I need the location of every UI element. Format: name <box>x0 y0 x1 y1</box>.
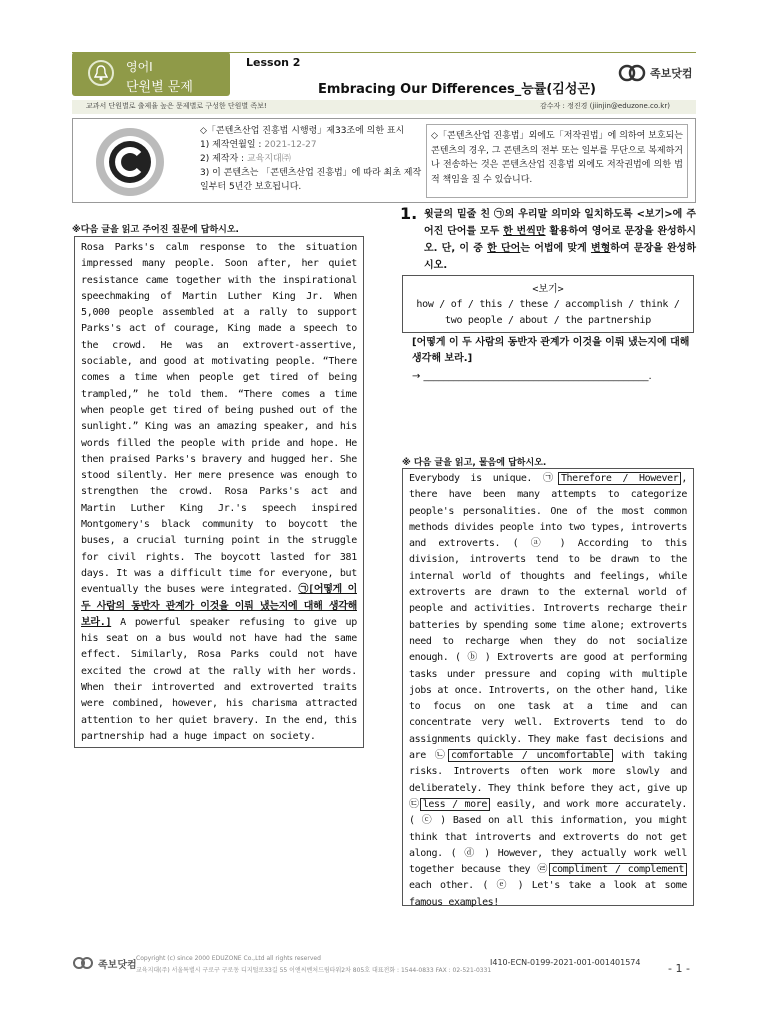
passage2-text: Everybody is unique. ㉠ Therefore / However , there have been many attempts to categorize people's personalities. One of the most common methods divides people into two types, introverts and extroverts. ( ⓐ ) According to this division, introverts tend to be drawn to the internal world of thoughts and feelings, while extroverts are drawn to the external world of people and activities. Introverts recharge their batteries by spending some time alone; extroverts need to recharge when they do not socialize enough. ( ⓑ ) Extroverts are good at performing tasks under pressure and coping with multiple jobs at once. Introverts, on the other hand, like to focus on one task at a time and can concentrate very well. Extroverts tend to do assignments quickly. They make fast decisions and are ㉡ comfortable / uncomfortable with taking risks. Introverts often work more slowly and deliberately. They think before they act, give up ㉢ less / more easily, and work more accurately. ( ⓒ ) Based on all this information, you might think that introverts and extroverts do not get along. ( ⓓ ) However, they actually work well together because they ㉣ compliment / complement each other. ( ⓔ ) Let's take a look at some famous examples! <box>402 468 694 906</box>
word-bank-box <box>402 275 694 333</box>
brand-logo-text: 족보닷컴 <box>650 67 693 80</box>
brand-logo <box>618 62 693 84</box>
document-code: I410-ECN-0199-2021-001-001401574 <box>490 958 641 967</box>
passage2-instruction: ※ 다음 글을 읽고, 물음에 답하시오. <box>402 458 547 468</box>
answer-line[interactable]: → _____________________________________________. <box>412 371 652 382</box>
brand-logo-icon <box>618 62 646 84</box>
copyright-notice <box>200 124 424 194</box>
copyright-line-3: 2) 제작자 : 교육지대㈜ <box>200 154 291 164</box>
footer-address: 교육지대(주) 서울특별시 구로구 구로동 디지털로33길 55 이앤씨벤처드림타워2차 805호 대표전화 : 1544-0833 FAX : 02-521-0331 <box>136 967 492 974</box>
reviewer: 감수자 : 정진경 (jiinjin@eduzone.co.kr) <box>540 102 670 110</box>
copyright-warning: ◇「콘텐츠산업 진흥법」외에도「저작권법」에 의하여 보호되는 콘텐츠의 경우, 그 콘텐츠의 전부 또는 일부를 무단으로 복제하거나 전송하는 것은 콘텐츠산업 진흥법 외에도 저작권법에 의한 법적 책임을 질 수 있습니다. <box>426 124 688 198</box>
question-number: 1. <box>400 204 418 223</box>
underlined-target: ㉠[어떻게 이 두 사람의 동반자 관계가 이것을 이뤄 냈는지에 대해 생각해 보라.] <box>81 584 357 628</box>
lesson-label: Lesson 2 <box>246 56 301 69</box>
question-text: 윗글의 밑줄 친 ㉠의 우리말 의미와 일치하도록 <보기>에 주어진 단어를 모두 한 번씩만 활용하여 영어로 문장을 완성하시오. 단, 이 중 한 단어는 어법에 맞게 변형하여 문장을 완성하시오. <box>424 209 696 271</box>
footer-logo-icon <box>72 955 94 971</box>
copyright-line-1: ◇「콘텐츠산업 진흥법 시행령」제33조에 의한 표시 <box>200 126 405 136</box>
word-bank-title: <보기> <box>532 284 564 295</box>
word-bank-words: how / of / this / these / accomplish / think / two people / about / the partnership <box>416 299 680 326</box>
choice-box-c: less / more <box>420 798 490 811</box>
category-label: 단원별 문제 <box>126 80 193 95</box>
copyright-line-4: 3) 이 콘텐츠는 「콘텐츠산업 진흥법」에 따라 최초 제작일부터 5년간 보호됩니다. <box>200 168 422 192</box>
copyright-icon <box>92 124 168 204</box>
passage1-instruction: ※다음 글을 읽고 주어진 질문에 답하시오. <box>72 225 239 235</box>
producer: 교육지대㈜ <box>246 154 291 164</box>
footer-logo-text: 족보닷컴 <box>98 959 137 971</box>
copyright-line-2: 1) 제작연월일 : 2021-12-27 <box>200 140 317 150</box>
subject-label: 영어Ⅰ <box>126 60 153 74</box>
footer-copyright: Copyright (c) since 2000 EDUZONE Co.,Ltd all rights reserved <box>136 955 321 962</box>
page-number: - 1 - <box>668 962 690 975</box>
sub-description: 교과서 단원별로 출제율 높은 문제별로 구성한 단원별 족보! <box>86 102 267 110</box>
passage1-text: Rosa Parks's calm response to the situation impressed many people. Soon after, her quiet resistance came together with the inspirational speechmaking of Martin Luther King Jr. When 5,000 people assembled at a rally to support Parks's act of courage, King made a speech to the crowd. He was an extrovert-assertive, sociable, and good at motivating people. “There comes a time when people get tired of being trampled,” he told them. “There comes a time when people get tired of being pushed out of the sunlight.” King was an amazing speaker, and his words filled the people with pride and hope. He then praised Parks's bravery and hugged her. She stood silently. Her mere presence was enough to strengthen the crowd. Rosa Parks's act and Martin Luther King Jr.'s speech inspired Montgomery's black community to boycott the buses, a crucial turning point in the struggle for civil rights. The boycott lasted for 381 days. It was a difficult time for everyone, but eventually the buses were integrated. ㉠[어떻게 이 두 사람의 동반자 관계가 이것을 이뤄 냈는지에 대해 생각해 보라.] A powerful speaker refusing to give up his seat on a bus would not have had the same effect. Similarly, Rosa Parks could not have excited the crowd at the rally with her words. When their introverted and extroverted traits were combined, however, his charisma attracted attention to her quiet bravery. In the end, this partnership had a huge impact on society. <box>74 236 364 748</box>
korean-hint: [어떻게 이 두 사람의 동반자 관계가 이것을 이뤄 냈는지에 대해 생각해 보라.] <box>412 337 690 364</box>
page-title: Embracing Our Differences_능률(김성곤) <box>318 82 596 97</box>
choice-box-a: Therefore / However <box>558 472 681 485</box>
footer-logo <box>72 955 137 971</box>
production-date: 2021-12-27 <box>264 140 317 150</box>
choice-box-d: compliment / complement <box>549 863 687 876</box>
choice-box-b: comfortable / uncomfortable <box>448 749 613 762</box>
bell-icon <box>88 60 114 86</box>
